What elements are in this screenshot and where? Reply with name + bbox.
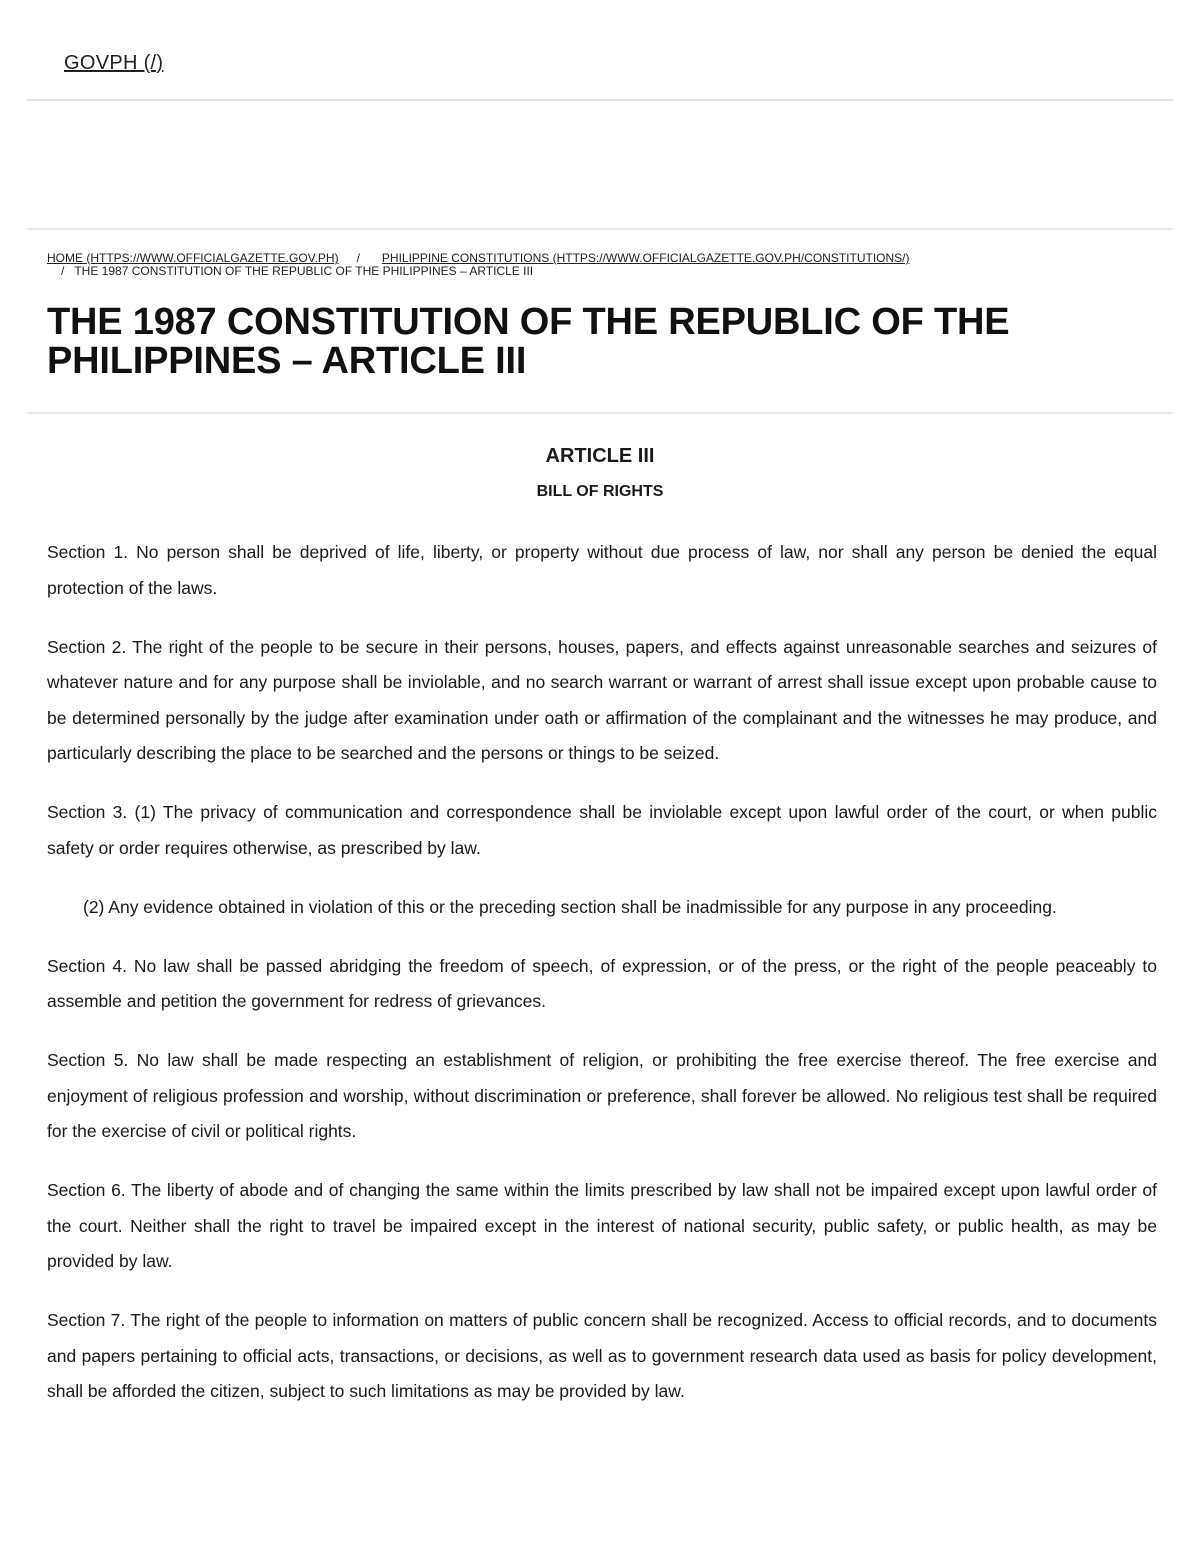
breadcrumb <box>47 252 1167 278</box>
banner-divider <box>27 228 1173 230</box>
section-6: Section 6. The liberty of abode and of changing the same within the limits prescribed by law shall not be impaired except upon lawful order of the court. Neither shall the right to travel be impaired except in the interest of national security, public safety, or public health, as may be provided by law. <box>47 1180 1157 1271</box>
breadcrumb-home-link[interactable]: HOME (HTTPS://WWW.OFFICIALGAZETTE.GOV.PH) <box>47 251 339 265</box>
section-7: Section 7. The right of the people to information on matters of public concern shall be recognized. Access to official records, and to documents and papers pertaining to official acts, transactions, or decisions, as well as to government research data used as basis for policy development, shall be afforded the citizen, subject to such limitations as may be provided by law. <box>47 1310 1157 1401</box>
breadcrumb-separator: / <box>61 264 65 278</box>
section-2: Section 2. The right of the people to be secure in their persons, houses, papers, and effects against unreasonable searches and seizures of whatever nature and for any purpose shall be inviolable, and no search warrant or warrant of arrest shall issue except upon probable cause to be determined personally by the judge after examination under oath or affirmation of the complainant and the witnesses he may produce, and particularly describing the place to be searched and the persons or things to be seized. <box>47 636 1157 763</box>
page-title: THE 1987 CONSTITUTION OF THE REPUBLIC OF THE PHILIPPINES – ARTICLE III <box>47 301 1010 382</box>
header-divider <box>27 99 1173 101</box>
top-bar <box>0 0 1200 100</box>
breadcrumb-current: THE 1987 CONSTITUTION OF THE REPUBLIC OF THE PHILIPPINES – ARTICLE III <box>74 264 534 278</box>
breadcrumb-row <box>47 265 1167 278</box>
govph-home-link[interactable]: GOVPH (/) <box>64 52 164 74</box>
section-5: Section 5. No law shall be made respecting an establishment of religion, or prohibiting the free exercise thereof. The free exercise and enjoyment of religious profession and worship, without discrimination or preference, shall forever be allowed. No religious test shall be required for the exercise of civil or political rights. <box>47 1050 1157 1141</box>
section-3-clause-2: (2) Any evidence obtained in violation of this or the preceding section shall be inadmissible for any purpose in any proceeding. <box>83 896 1057 917</box>
article-heading <box>0 444 1200 502</box>
article-body <box>47 535 1157 1433</box>
article-title: ARTICLE III <box>545 445 655 467</box>
breadcrumb-separator: / <box>356 251 360 265</box>
article-subtitle: BILL OF RIGHTS <box>536 483 664 500</box>
breadcrumb-constitutions-link[interactable]: PHILIPPINE CONSTITUTIONS (HTTPS://WWW.OFFICIALGAZETTE.GOV.PH/CONSTITUTIONS/) <box>381 251 910 265</box>
section-3: Section 3. (1) The privacy of communication and correspondence shall be inviolable except upon lawful order of the court, or when public safety or order requires otherwise, as prescribed by law. <box>47 802 1157 858</box>
section-1: Section 1. No person shall be deprived of life, liberty, or property without due process of law, nor shall any person be denied the equal protection of the laws. <box>47 542 1157 598</box>
section-4: Section 4. No law shall be passed abridging the freedom of speech, of expression, or of the press, or the right of the people peaceably to assemble and petition the government for redress of grievances. <box>47 955 1157 1011</box>
title-divider <box>27 412 1173 414</box>
